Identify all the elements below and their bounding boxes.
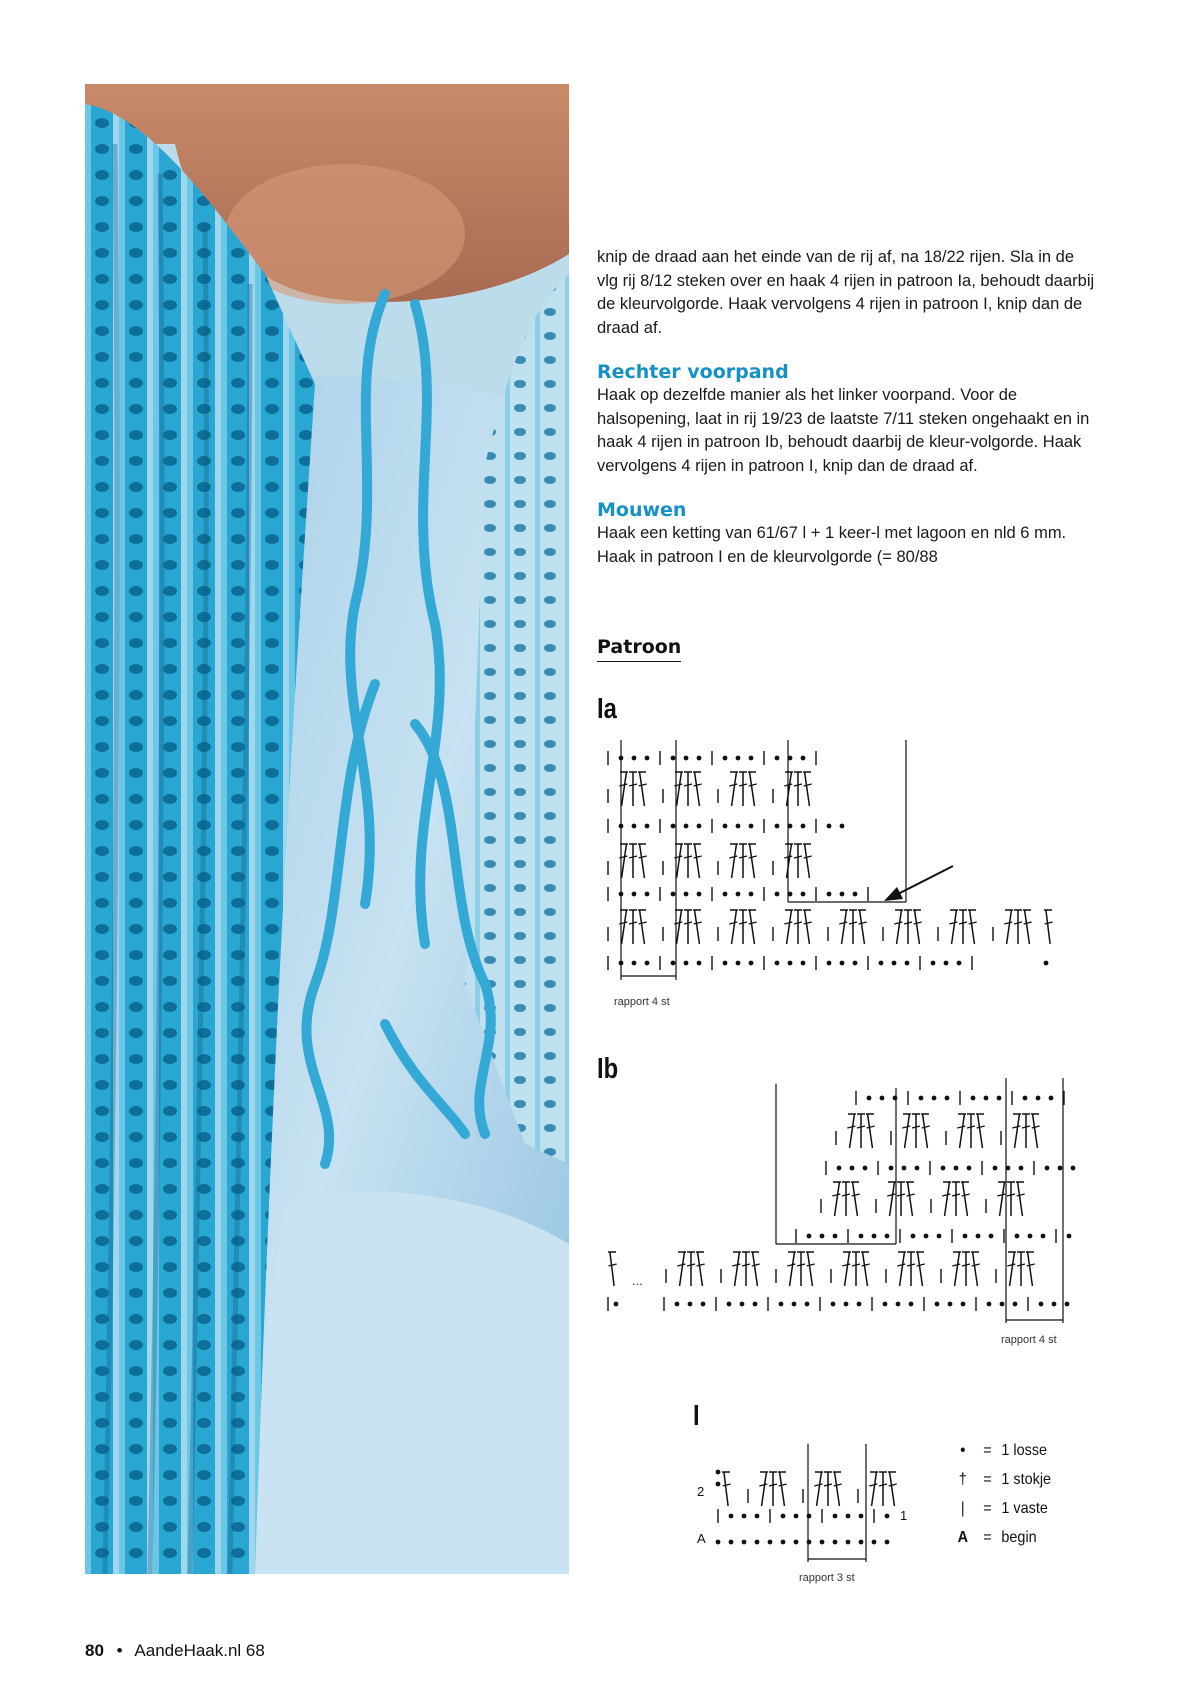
chain-stitch — [794, 1540, 799, 1545]
double-crochet — [748, 844, 757, 878]
chain-stitch — [684, 961, 689, 966]
double-crochet — [684, 772, 692, 806]
chain-stitch — [827, 824, 832, 829]
chain-stitch — [788, 961, 793, 966]
chain-stitch — [736, 961, 741, 966]
chain-stitch — [893, 1096, 898, 1101]
double-crochet — [962, 1252, 970, 1286]
double-crochet — [976, 1114, 985, 1148]
diagram-ia-arrow-icon — [884, 866, 953, 901]
double-crochet — [916, 1252, 925, 1286]
chain-stitch — [867, 1096, 872, 1101]
double-crochet — [824, 1472, 832, 1506]
double-crochet — [967, 1114, 975, 1148]
chain-stitch — [853, 961, 858, 966]
diagram-i-row-label-1: 1 — [900, 1508, 908, 1523]
double-crochet — [806, 1252, 815, 1286]
double-crochet — [693, 844, 702, 878]
double-crochet — [906, 1182, 915, 1216]
double-crochet — [879, 1472, 887, 1506]
chain-stitch — [827, 961, 832, 966]
double-crochet — [842, 1252, 851, 1286]
chain-stitch — [859, 1540, 864, 1545]
chain-stitch — [1039, 1302, 1044, 1307]
double-crochet — [739, 910, 747, 944]
double-crochet — [794, 772, 802, 806]
double-crochet — [684, 910, 692, 944]
diagram-i-rapport: rapport 3 st — [799, 1572, 855, 1584]
chain-stitch — [632, 824, 637, 829]
double-crochet — [787, 1252, 796, 1286]
chain-stitch — [645, 961, 650, 966]
chain-stitch — [919, 1096, 924, 1101]
chain-stitch — [896, 1302, 901, 1307]
chain-stitch — [749, 961, 754, 966]
double-crochet — [997, 1182, 1006, 1216]
chain-stitch — [614, 1302, 619, 1307]
chain-stitch — [883, 1302, 888, 1307]
chain-stitch — [1041, 1234, 1046, 1239]
chain-stitch — [840, 824, 845, 829]
chain-stitch — [885, 1234, 890, 1239]
page-footer — [85, 1641, 265, 1661]
chain-stitch — [967, 1166, 972, 1171]
chain-stitch — [729, 1540, 734, 1545]
chain-stitch — [1013, 1302, 1018, 1307]
chain-stitch — [671, 892, 676, 897]
double-crochet — [1004, 910, 1013, 944]
double-crochet — [784, 844, 793, 878]
double-crochet — [814, 1472, 823, 1506]
chain-stitch — [931, 961, 936, 966]
chain-stitch — [1071, 1166, 1076, 1171]
legend-row-losse: • = 1 losse — [952, 1442, 1051, 1471]
chain-stitch — [840, 892, 845, 897]
chain-stitch — [915, 1166, 920, 1171]
chain-stitch — [792, 1302, 797, 1307]
double-crochet-icon: † — [958, 1471, 967, 1488]
chain-stitch — [844, 1302, 849, 1307]
chain-stitch — [775, 824, 780, 829]
chain-stitch — [984, 1096, 989, 1101]
double-crochet — [684, 844, 692, 878]
chain-stitch — [701, 1302, 706, 1307]
double-crochet — [861, 1252, 870, 1286]
chain-stitch — [846, 1540, 851, 1545]
diagram-ib — [596, 1078, 1101, 1363]
chain-stitch — [905, 961, 910, 966]
mouwen-paragraph: Haak een ketting van 61/67 l + 1 keer-l met lagoon en nld 6 mm. Haak in patroon I en de kleurvolgorde (= 80/88 — [597, 524, 1067, 566]
double-crochet — [693, 910, 702, 944]
chain-stitch — [957, 961, 962, 966]
chain-stitch — [1065, 1302, 1070, 1307]
double-crochet — [913, 910, 922, 944]
pattern-section-title: Patroon — [597, 636, 681, 662]
chain-stitch — [859, 1234, 864, 1239]
double-crochet — [952, 1182, 960, 1216]
double-crochet — [971, 1252, 980, 1286]
chain-stitch — [742, 1514, 747, 1519]
double-crochet — [961, 1182, 970, 1216]
stitch-legend — [952, 1442, 1051, 1558]
double-crochet — [1017, 1252, 1025, 1286]
chain-stitch — [1045, 1166, 1050, 1171]
double-crochet — [722, 1472, 731, 1506]
double-crochet — [833, 1472, 842, 1506]
double-crochet — [866, 1114, 875, 1148]
double-crochet — [942, 1182, 951, 1216]
double-crochet — [629, 772, 637, 806]
magazine-issue: AandeHaak.nl 68 — [134, 1641, 265, 1660]
double-crochet — [949, 910, 958, 944]
chain-stitch — [820, 1540, 825, 1545]
double-crochet — [729, 910, 738, 944]
chain-stitch — [671, 961, 676, 966]
diagram-i-row-label-a: A — [697, 1531, 706, 1546]
double-crochet — [751, 1252, 760, 1286]
chain-stitch — [976, 1234, 981, 1239]
chain-stitch — [879, 961, 884, 966]
chain-stitch — [954, 1166, 959, 1171]
chain-stitch — [857, 1302, 862, 1307]
chain-stitch — [675, 1302, 680, 1307]
double-crochet — [693, 772, 702, 806]
diagram-i — [690, 1444, 920, 1586]
double-crochet — [629, 910, 637, 944]
double-crochet — [638, 910, 647, 944]
chain-stitch — [859, 1514, 864, 1519]
diagram-i-stitches — [716, 1470, 897, 1545]
vest-photo — [85, 84, 569, 1574]
chain-stitch — [846, 1514, 851, 1519]
chain-stitch — [740, 1302, 745, 1307]
chain-stitch — [775, 961, 780, 966]
chain-stitch — [729, 1514, 734, 1519]
chain-stitch — [863, 1166, 868, 1171]
chain-stitch — [892, 961, 897, 966]
double-crochet — [739, 844, 747, 878]
chain-stitch — [688, 1302, 693, 1307]
double-crochet — [803, 772, 812, 806]
double-crochet — [608, 1252, 617, 1286]
double-crochet — [869, 1472, 878, 1506]
chain-stitch — [833, 1514, 838, 1519]
chain-stitch — [697, 756, 702, 761]
chain-stitch — [781, 1540, 786, 1545]
chain-stitch — [794, 1514, 799, 1519]
chain-stitch — [1000, 1302, 1005, 1307]
rechter-voorpand-paragraph: Haak op dezelfde manier als het linker voorpand. Voor de halsopening, laat in rij 19/23 de laatste 7/11 steken ongehaakt en in haak 4 rijen in patroon Ib, behoudt daarbij de kleur-volgorde. Haak vervolgens 4 rijen in patroon I, knip dan de draad af. — [597, 386, 1090, 475]
double-crochet — [1023, 910, 1032, 944]
chain-stitch — [937, 1234, 942, 1239]
chain-stitch — [902, 1166, 907, 1171]
double-crochet — [794, 910, 802, 944]
double-crochet — [1007, 1252, 1016, 1286]
chain-stitch — [775, 892, 780, 897]
diagram-ia-stitches — [608, 751, 1053, 970]
chain-stitch — [948, 1302, 953, 1307]
double-crochet — [803, 910, 812, 944]
double-crochet — [839, 910, 848, 944]
chain-stitch — [1044, 961, 1049, 966]
double-crochet — [904, 910, 912, 944]
chain-stitch — [801, 824, 806, 829]
chain-stitch — [807, 1514, 812, 1519]
chain-stitch — [768, 1540, 773, 1545]
chain-stitch — [807, 1540, 812, 1545]
chain-stitch — [645, 756, 650, 761]
legend-row-begin: A = begin — [952, 1529, 1051, 1558]
double-crochet — [851, 1182, 860, 1216]
chain-stitch — [944, 961, 949, 966]
double-crochet — [887, 1182, 896, 1216]
double-crochet — [888, 1472, 897, 1506]
diagram-ia-rapport: rapport 4 st — [614, 996, 670, 1008]
double-crochet — [959, 910, 967, 944]
chain-stitch — [697, 892, 702, 897]
heading-rechter-voorpand: Rechter voorpand — [597, 361, 789, 383]
double-crochet — [832, 1182, 841, 1216]
double-crochet — [952, 1252, 961, 1286]
double-crochet — [1014, 910, 1022, 944]
diagram-ia — [596, 740, 1101, 1020]
chain-stitch — [971, 1096, 976, 1101]
chain-stitch — [755, 1540, 760, 1545]
chain-stitch — [909, 1302, 914, 1307]
double-crochet — [784, 910, 793, 944]
chain-stitch — [671, 824, 676, 829]
double-crochet — [729, 772, 738, 806]
double-crochet — [1031, 1114, 1040, 1148]
chain-stitch — [963, 1234, 968, 1239]
double-crochet — [847, 1114, 856, 1148]
chain-stitch — [993, 1166, 998, 1171]
chain-stitch — [697, 961, 702, 966]
chain-stitch — [632, 961, 637, 966]
double-crochet — [1016, 1182, 1025, 1216]
diagram-ib-label: Ib — [597, 1053, 619, 1085]
double-crochet — [778, 1472, 787, 1506]
chain-stitch — [1067, 1234, 1072, 1239]
double-crochet — [794, 844, 802, 878]
legend-row-stokje: † = 1 stokje — [952, 1471, 1051, 1500]
chain-stitch — [1049, 1096, 1054, 1101]
chain-stitch — [1028, 1234, 1033, 1239]
chain-stitch — [911, 1234, 916, 1239]
chain-stitch — [671, 756, 676, 761]
chain-stitch — [833, 1540, 838, 1545]
double-crochet — [912, 1114, 920, 1148]
double-crochet — [842, 1182, 850, 1216]
diagram-ib-rapport: rapport 4 st — [1001, 1334, 1057, 1346]
footer-separator: • — [116, 1641, 123, 1660]
chain-stitch — [1023, 1096, 1028, 1101]
chain-stitch — [989, 1234, 994, 1239]
chain-stitch — [837, 1166, 842, 1171]
begin-marker-icon: A — [957, 1529, 969, 1546]
double-crochet — [1044, 910, 1053, 944]
chain-stitch — [833, 1234, 838, 1239]
diagram-i-row-label-2: 2 — [697, 1484, 705, 1499]
double-crochet — [1022, 1114, 1030, 1148]
double-crochet — [921, 1114, 930, 1148]
chain-stitch — [831, 1302, 836, 1307]
chain-stitch — [935, 1302, 940, 1307]
chain-stitch — [872, 1540, 877, 1545]
intro-paragraph: knip de draad aan het einde van de rij af, na 18/22 rijen. Sla in de vlg rij 8/12 steken over en haak 4 rijen in patroon Ia, behoudt daarbij de kleurvolgorde. Haak vervolgens 4 rijen in patroon I, knip dan de draad af. — [597, 248, 1095, 337]
chain-stitch — [775, 756, 780, 761]
double-crochet — [769, 1472, 777, 1506]
double-crochet — [897, 1182, 905, 1216]
chain-stitch — [880, 1096, 885, 1101]
chain-stitch — [645, 824, 650, 829]
double-crochet — [748, 772, 757, 806]
diagram-ib-ellipsis: ... — [632, 1273, 643, 1288]
double-crochet — [907, 1252, 915, 1286]
chain-stitch — [632, 756, 637, 761]
chain-stitch — [684, 824, 689, 829]
chain-stitch — [924, 1234, 929, 1239]
instruction-text — [597, 246, 1097, 569]
chain-stitch — [684, 892, 689, 897]
chain-stitch — [781, 1514, 786, 1519]
chain-stitch — [632, 892, 637, 897]
chain-stitch — [853, 892, 858, 897]
diagram-ia-label: Ia — [597, 693, 617, 725]
chain-stitch — [889, 1166, 894, 1171]
chain-dot-icon: • — [960, 1442, 966, 1459]
chain-stitch — [997, 1096, 1002, 1101]
double-crochet — [858, 910, 867, 944]
diagram-i-label: I — [693, 1400, 700, 1432]
double-crochet — [687, 1252, 695, 1286]
chain-stitch — [872, 1234, 877, 1239]
chain-stitch — [945, 1096, 950, 1101]
chain-stitch — [749, 824, 754, 829]
double-crochet — [894, 910, 903, 944]
chain-stitch — [1058, 1166, 1063, 1171]
double-crochet — [1026, 1252, 1035, 1286]
double-crochet — [732, 1252, 741, 1286]
double-crochet — [784, 772, 793, 806]
chain-stitch — [801, 756, 806, 761]
chain-stitch — [723, 756, 728, 761]
chain-stitch — [779, 1302, 784, 1307]
chain-stitch — [941, 1166, 946, 1171]
chain-stitch — [755, 1514, 760, 1519]
chain-stitch — [645, 892, 650, 897]
double-crochet — [729, 844, 738, 878]
legend-row-vaste: | = 1 vaste — [952, 1500, 1051, 1529]
chain-stitch — [840, 961, 845, 966]
double-crochet — [748, 910, 757, 944]
double-crochet — [638, 772, 647, 806]
chain-stitch — [736, 824, 741, 829]
chain-stitch — [716, 1540, 721, 1545]
double-crochet — [1012, 1114, 1021, 1148]
chain-stitch — [723, 892, 728, 897]
double-crochet — [742, 1252, 750, 1286]
page-number: 80 — [85, 1641, 104, 1660]
double-crochet — [759, 1472, 768, 1506]
chain-stitch — [820, 1234, 825, 1239]
chain-stitch — [805, 1302, 810, 1307]
chain-stitch — [885, 1514, 890, 1519]
double-crochet — [1007, 1182, 1015, 1216]
double-crochet — [902, 1114, 911, 1148]
chain-stitch — [801, 892, 806, 897]
chain-stitch — [749, 892, 754, 897]
double-crochet — [696, 1252, 705, 1286]
chain-stitch — [1052, 1302, 1057, 1307]
chain-stitch — [716, 1482, 721, 1487]
chain-stitch — [736, 892, 741, 897]
chain-stitch — [684, 756, 689, 761]
double-crochet — [957, 1114, 966, 1148]
double-crochet — [968, 910, 977, 944]
double-crochet — [852, 1252, 860, 1286]
double-crochet — [677, 1252, 686, 1286]
double-crochet — [857, 1114, 865, 1148]
chain-stitch — [827, 892, 832, 897]
chain-stitch — [753, 1302, 758, 1307]
chain-stitch — [749, 756, 754, 761]
chain-stitch — [961, 1302, 966, 1307]
chain-stitch — [801, 961, 806, 966]
chain-stitch — [807, 1234, 812, 1239]
chain-stitch — [742, 1540, 747, 1545]
diagram-ia-frame — [621, 740, 906, 980]
diagram-ib-stitches — [608, 1091, 1075, 1311]
double-crochet — [739, 772, 747, 806]
chain-stitch — [885, 1540, 890, 1545]
heading-mouwen: Mouwen — [597, 499, 687, 521]
chain-stitch — [932, 1096, 937, 1101]
chain-stitch — [716, 1470, 721, 1475]
chain-stitch — [1036, 1096, 1041, 1101]
chain-stitch — [727, 1302, 732, 1307]
double-crochet — [638, 844, 647, 878]
chain-stitch — [697, 824, 702, 829]
chain-stitch — [723, 961, 728, 966]
chain-stitch — [987, 1302, 992, 1307]
double-crochet — [897, 1252, 906, 1286]
chain-stitch — [1019, 1166, 1024, 1171]
chain-stitch — [723, 824, 728, 829]
double-crochet — [797, 1252, 805, 1286]
double-crochet — [849, 910, 857, 944]
double-crochet — [629, 844, 637, 878]
chain-stitch — [736, 756, 741, 761]
chain-stitch — [1015, 1234, 1020, 1239]
double-crochet — [803, 844, 812, 878]
single-crochet-icon: | — [960, 1500, 965, 1517]
chain-stitch — [850, 1166, 855, 1171]
